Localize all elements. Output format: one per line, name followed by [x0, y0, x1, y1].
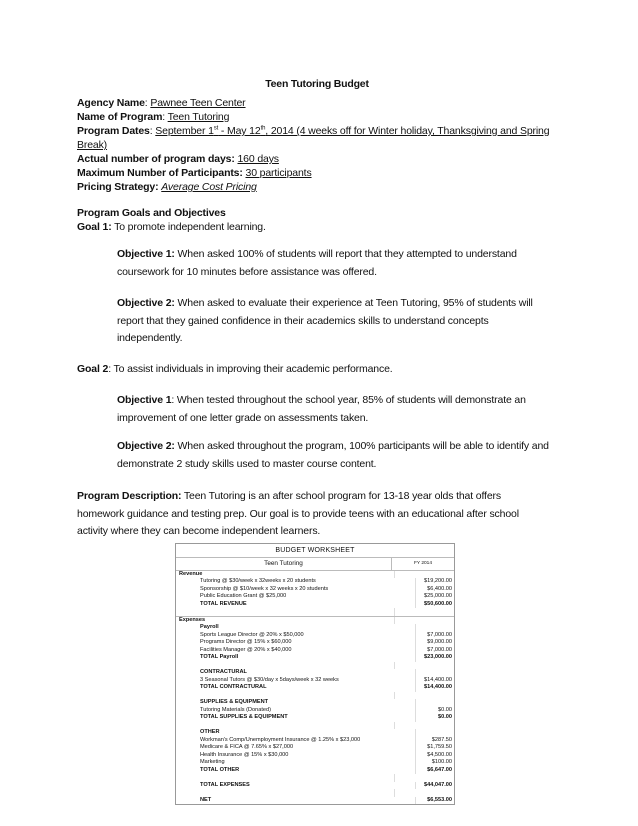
worksheet-row-value	[415, 729, 454, 737]
worksheet-row-value	[394, 692, 454, 700]
dates-line-2: Break)	[77, 139, 108, 151]
worksheet-row	[176, 767, 454, 775]
agency-label: Agency Name	[77, 97, 145, 109]
worksheet-row	[176, 677, 454, 685]
worksheet-row	[176, 586, 454, 594]
worksheet-row	[176, 647, 454, 655]
dates-value	[155, 125, 549, 137]
pricing-label: Pricing Strategy:	[77, 181, 159, 193]
worksheet-row	[176, 774, 454, 782]
worksheet-row-label	[176, 662, 394, 670]
worksheet-row-label: OTHER	[200, 729, 220, 736]
goal-2	[77, 362, 393, 376]
program-label: Name of Program	[77, 111, 163, 123]
worksheet-row	[176, 692, 454, 700]
worksheet-row	[176, 722, 454, 730]
worksheet-row	[176, 797, 454, 805]
dates-sup-b: th	[260, 125, 266, 132]
worksheet-row	[176, 632, 454, 640]
dates-part-c: , 2014 (4 weeks off for Winter holiday, Thanksgiving and Spring	[265, 125, 550, 137]
worksheet-row-value	[394, 774, 454, 782]
worksheet-row-value: $100.00	[415, 759, 454, 767]
worksheet-row	[176, 699, 454, 707]
worksheet-row	[176, 759, 454, 767]
worksheet-row-label: Facilities Manager @ 20% x $40,000	[200, 646, 292, 653]
goal-2-text: : To assist individuals in improving their academic performance.	[108, 363, 393, 375]
page-title: Teen Tutoring Budget	[265, 78, 369, 90]
description-line1: Teen Tutoring is an after school program for 13-18 year olds that offers	[181, 490, 501, 502]
worksheet-row-label: Public Education Grant @ $25,000	[200, 593, 287, 600]
description-line3: activity where they can become independent learners.	[77, 525, 321, 537]
goal-1	[77, 220, 266, 234]
worksheet-row-label: Medicare & FICA @ 7.65% x $27,000	[200, 744, 294, 751]
worksheet-row	[176, 571, 454, 579]
goal-1-label: Goal 1:	[77, 221, 112, 233]
g2-obj2-line2: demonstrate 2 study skills used to master course content.	[117, 457, 377, 470]
worksheet-row-label: Marketing	[200, 759, 225, 766]
worksheet-row	[176, 789, 454, 797]
worksheet-row-label: Tutoring Materials (Donated)	[200, 706, 271, 713]
worksheet-row-value	[394, 662, 454, 670]
worksheet-row-value	[415, 699, 454, 707]
goal-1-text: To promote independent learning.	[111, 221, 266, 233]
budget-worksheet	[175, 543, 455, 805]
g1-obj2-line2: report that they gained confidence in their academics skills to understand concepts	[117, 314, 489, 327]
worksheet-row	[176, 608, 454, 616]
g1-obj2-label: Objective 2:	[117, 297, 175, 309]
worksheet-row-value	[415, 624, 454, 632]
worksheet-row-value: $0.00	[415, 707, 454, 715]
worksheet-rows	[176, 571, 454, 805]
worksheet-row	[176, 782, 454, 790]
worksheet-row-value: $7,000.00	[415, 647, 454, 655]
worksheet-row-label: CONTRACTURAL	[200, 669, 247, 676]
worksheet-row-value: $23,000.00	[415, 654, 454, 662]
worksheet-row-label	[176, 722, 394, 730]
worksheet-row-value: $44,047.00	[415, 782, 454, 790]
goal-2-objective-2	[117, 438, 549, 473]
worksheet-row-label: TOTAL SUPPLIES & EQUIPMENT	[200, 714, 288, 721]
worksheet-row-label: Tutoring @ $30/week x 32weeks x 20 students	[200, 578, 316, 585]
worksheet-row	[176, 616, 454, 625]
worksheet-row-label: Programs Director @ 15% x $60,000	[200, 639, 292, 646]
goal-1-objective-1	[117, 246, 517, 281]
worksheet-row	[176, 714, 454, 722]
worksheet-row-label: Sponsorship @ $10/week x 32 weeks x 20 students	[200, 585, 329, 592]
worksheet-row-label: Workman's Comp/Unemployment Insurance @ 1.25% x $23,000	[200, 736, 361, 743]
goals-heading: Program Goals and Objectives	[77, 207, 226, 219]
participants-label: Maximum Number of Participants:	[77, 167, 243, 179]
goal-1-objective-2	[117, 295, 533, 348]
worksheet-row	[176, 593, 454, 601]
worksheet-row-value: $6,647.00	[415, 767, 454, 775]
worksheet-row	[176, 578, 454, 586]
description-line2: homework guidance and testing prep. Our goal is to provide teens with an educational after school	[77, 507, 519, 520]
worksheet-row	[176, 654, 454, 662]
worksheet-row	[176, 639, 454, 647]
worksheet-row-value: $25,000.00	[415, 593, 454, 601]
g2-obj1-line1: : When tested throughout the school year, 85% of students will demonstrate an	[171, 394, 526, 406]
worksheet-row	[176, 707, 454, 715]
worksheet-row-value: $50,600.00	[415, 601, 454, 609]
worksheet-row-label: TOTAL EXPENSES	[200, 781, 250, 788]
worksheet-row-label: Sports League Director @ 20% x $50,000	[200, 631, 304, 638]
g2-obj1-line2: improvement of one letter grade on assessments taken.	[117, 411, 369, 424]
worksheet-row-label	[176, 608, 394, 616]
worksheet-row-label: TOTAL OTHER	[200, 766, 240, 773]
worksheet-row-label	[176, 789, 394, 797]
dates-part-a: September 1	[155, 125, 214, 137]
worksheet-row	[176, 752, 454, 760]
days-line	[77, 152, 279, 166]
dates-label: Program Dates	[77, 125, 150, 137]
g2-obj1-label: Objective 1	[117, 394, 172, 406]
dates-part-b: - May 12	[218, 125, 261, 137]
worksheet-row	[176, 669, 454, 677]
pricing-value: Average Cost Pricing	[161, 181, 257, 193]
worksheet-row-value: $4,500.00	[415, 752, 454, 760]
g1-obj2-line1: When asked to evaluate their experience at Teen Tutoring, 95% of students will	[174, 297, 533, 309]
worksheet-row-value	[394, 571, 454, 579]
worksheet-row-value: $19,200.00	[415, 578, 454, 586]
g2-obj2-label: Objective 2:	[117, 440, 175, 452]
pricing-line	[77, 180, 257, 194]
worksheet-program: Teen Tutoring	[264, 559, 303, 567]
agency-line: Agency Name: Pawnee Teen Center	[77, 97, 246, 109]
program-line: Name of Program: Teen Tutoring	[77, 111, 230, 123]
worksheet-row-label: 3 Seasonal Tutors @ $30/day x 5days/week x 32 weeks	[200, 676, 339, 683]
worksheet-row-value	[394, 608, 454, 616]
g1-obj1-line2: coursework for 10 minutes before assistance was offered.	[117, 265, 377, 278]
g1-obj1-label: Objective 1:	[117, 248, 175, 260]
goal-2-objective-1	[117, 392, 526, 427]
worksheet-row-value: $1,759.50	[415, 744, 454, 752]
worksheet-row-label: Revenue	[179, 570, 203, 577]
worksheet-row-label	[176, 692, 394, 700]
participants-value: 30 participants	[245, 167, 312, 179]
worksheet-row-label: TOTAL REVENUE	[200, 600, 247, 607]
g1-obj1-line1: When asked 100% of students will report that they attempted to understand	[174, 248, 517, 260]
dates-line: Program Dates: September 1st - May 12th, 2014 (4 weeks off for Winter holiday, Thanksgiving and Spring	[77, 125, 550, 137]
worksheet-row	[176, 737, 454, 745]
worksheet-row	[176, 684, 454, 692]
worksheet-row-value: $7,000.00	[415, 632, 454, 640]
worksheet-row-value: $0.00	[415, 714, 454, 722]
worksheet-row	[176, 601, 454, 609]
dates-sup-a: st	[213, 125, 219, 132]
worksheet-row-label: Payroll	[200, 624, 219, 631]
days-label: Actual number of program days:	[77, 153, 235, 165]
participants-line	[77, 166, 312, 180]
worksheet-row	[176, 662, 454, 670]
worksheet-fy: FY 2014	[391, 558, 454, 570]
worksheet-header	[176, 558, 454, 571]
worksheet-row-value: $14,400.00	[415, 684, 454, 692]
program-description	[77, 488, 519, 541]
program-value: Teen Tutoring	[167, 111, 230, 123]
goal-2-label: Goal 2	[77, 363, 109, 375]
worksheet-row	[176, 729, 454, 737]
worksheet-row	[176, 624, 454, 632]
g2-obj2-line1: When asked throughout the program, 100% participants will be able to identify and	[174, 440, 549, 452]
worksheet-row-label	[176, 774, 394, 782]
worksheet-row-label: Expenses	[179, 616, 206, 623]
worksheet-row-label: Health Insurance @ 15% x $30,000	[200, 751, 289, 758]
worksheet-row-value: $287.50	[415, 737, 454, 745]
worksheet-row-label: TOTAL Payroll	[200, 654, 239, 661]
worksheet-row-label: NET	[200, 796, 212, 803]
worksheet-title: BUDGET WORKSHEET	[176, 544, 454, 558]
description-label: Program Description:	[77, 490, 182, 502]
worksheet-row	[176, 744, 454, 752]
worksheet-row-value	[394, 722, 454, 730]
g1-obj2-line3: independently.	[117, 332, 183, 344]
worksheet-row-value	[394, 789, 454, 797]
worksheet-row-value: $14,400.00	[415, 677, 454, 685]
worksheet-row-value: $6,553.00	[415, 797, 454, 805]
worksheet-row-value: $9,000.00	[415, 639, 454, 647]
agency-value: Pawnee Teen Center	[150, 97, 246, 109]
worksheet-row-label: SUPPLIES & EQUIPMENT	[200, 699, 269, 706]
worksheet-row-value: $6,400.00	[415, 586, 454, 594]
worksheet-row-label: TOTAL CONTRACTURAL	[200, 684, 267, 691]
days-value: 160 days	[237, 153, 279, 165]
worksheet-row-value	[394, 617, 454, 625]
worksheet-row-value	[415, 669, 454, 677]
